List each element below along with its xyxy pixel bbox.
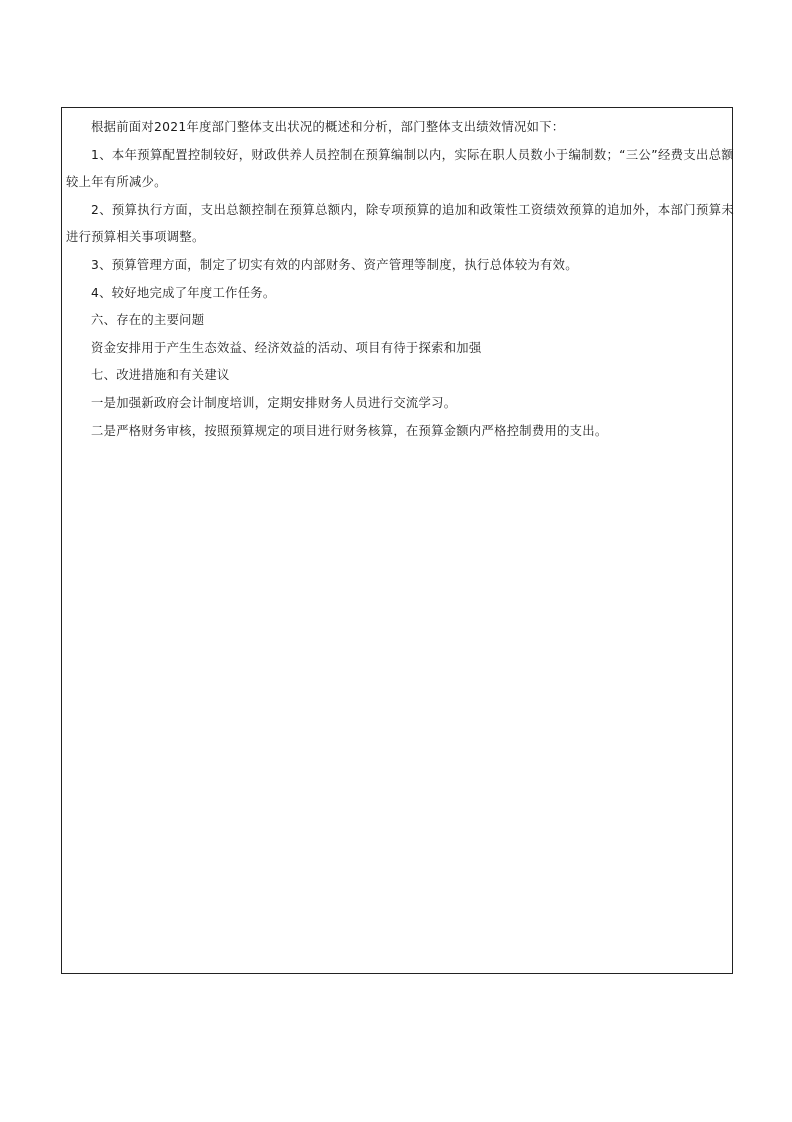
problem-paragraph: 资金安排用于产生生态效益、经济效益的活动、项目有待于探索和加强 [91, 340, 482, 355]
suggestion-1-paragraph: 一是加强新政府会计制度培训，定期安排财务人员进行交流学习。 [91, 395, 457, 410]
section-seven-heading: 七、改进措施和有关建议 [91, 368, 230, 383]
section-six-heading: 六、存在的主要问题 [91, 313, 205, 328]
intro-paragraph: 根据前面对2021年度部门整体支出状况的概述和分析，部门整体支出绩效情况如下： [91, 120, 565, 134]
item-2-paragraph: 2、预算执行方面，支出总额控制在预算总额内，除专项预算的追加和政策性工资绩效预算的追加外，本部门预算未进行预算相关事项调整。 [66, 202, 734, 245]
item-3-paragraph: 3、预算管理方面，制定了切实有效的内部财务、资产管理等制度，执行总体较为有效。 [91, 257, 578, 272]
cell-content [66, 114, 734, 445]
item-1-paragraph: 1、本年预算配置控制较好，财政供养人员控制在预算编制以内，实际在职人员数小于编制数；“三公”经费支出总额较上年有所减少。 [66, 147, 734, 190]
table-cell-frame [61, 107, 733, 974]
suggestion-2-paragraph: 二是严格财务审核，按照预算规定的项目进行财务核算，在预算金额内严格控制费用的支出。 [91, 423, 608, 438]
item-4-paragraph: 4、较好地完成了年度工作任务。 [91, 285, 276, 300]
